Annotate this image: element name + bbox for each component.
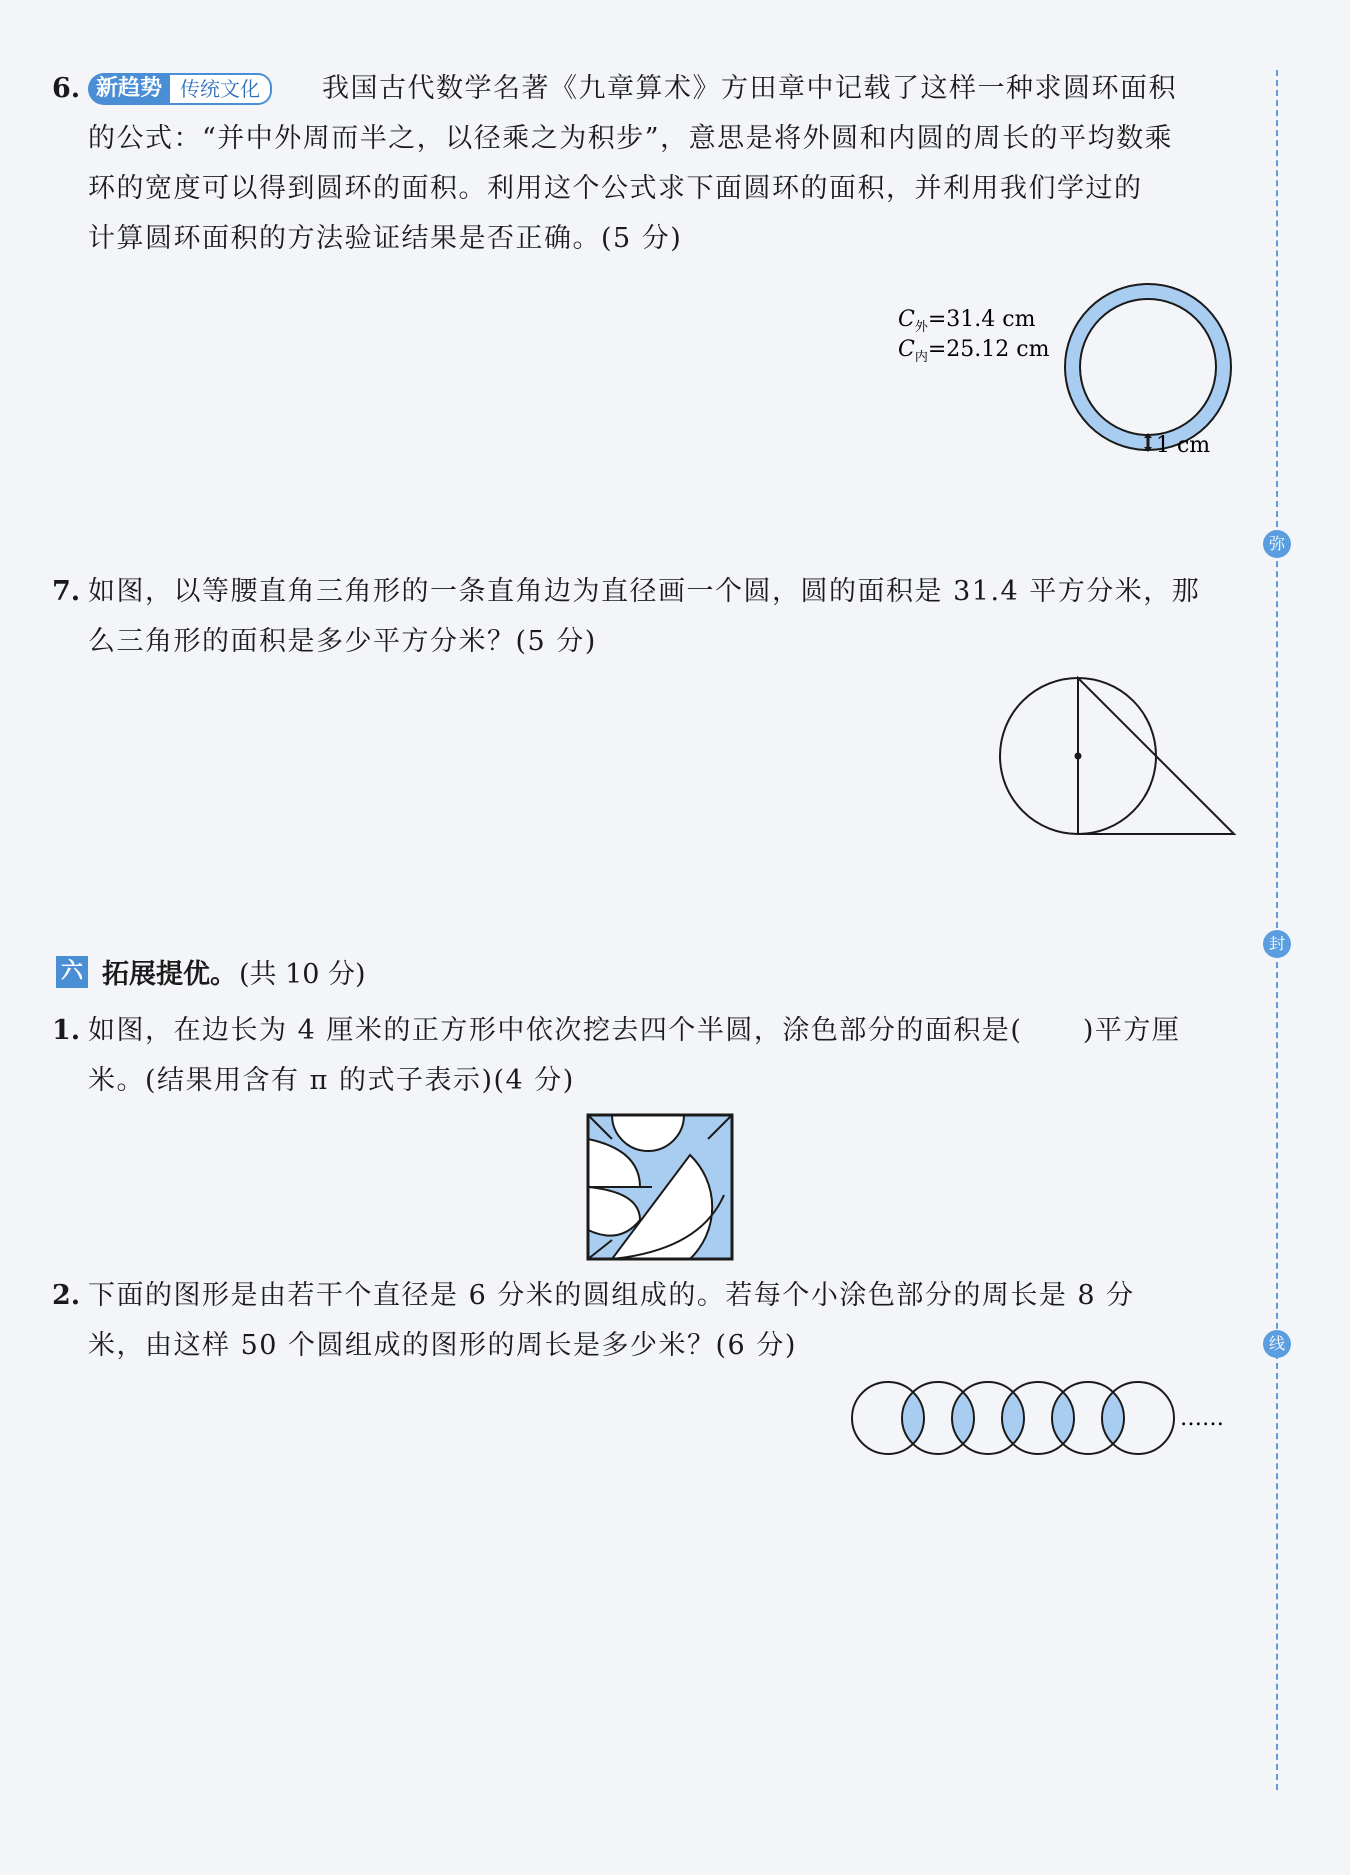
- seal-mark-1: 弥: [1263, 530, 1291, 558]
- question-6-line-2: 的公式：“并中外周而半之，以径乘之为积步”，意思是将外圆和内圆的周长的平均数乘: [88, 123, 1174, 154]
- seal-mark-3: 线: [1263, 1330, 1291, 1358]
- question-7-line-1: 如图，以等腰直角三角形的一条直角边为直径画一个圆，圆的面积是 31.4 平方分米，那: [88, 576, 1201, 607]
- c-inner-label: $C_内=25.12$ cm: [898, 337, 1050, 365]
- section-question-1-number: 1.: [52, 1015, 81, 1046]
- question-7-line-2: 么三角形的面积是多少平方分米？(5 分): [88, 626, 597, 657]
- section-title: 拓展提优。: [102, 959, 237, 990]
- section-question-1-line-1: 如图，在边长为 4 厘米的正方形中依次挖去四个半圆，涂色部分的面积是( )平方厘: [88, 1015, 1181, 1046]
- question-7-number: 7.: [52, 576, 81, 607]
- section-question-1-line-2: 米。(结果用含有 π 的式子表示)(4 分): [88, 1065, 575, 1096]
- ring-width-label: 1 cm: [1156, 433, 1211, 458]
- question-6-line-4: 计算圆环面积的方法验证结果是否正确。(5 分): [88, 223, 683, 254]
- section-question-2-line-1: 下面的图形是由若干个直径是 6 分米的圆组成的。若每个小涂色部分的周长是 8 分: [88, 1280, 1135, 1311]
- section-number: 六: [56, 956, 88, 988]
- section-question-2-number: 2.: [52, 1280, 81, 1311]
- c-outer-label: $C_外=31.4$ cm: [898, 307, 1036, 335]
- seal-mark-2: 封: [1263, 930, 1291, 958]
- badge-main: 新趋势: [88, 73, 170, 105]
- chain-ellipsis: ……: [1180, 1406, 1224, 1431]
- section-question-2-line-2: 米，由这样 50 个圆组成的图形的周长是多少米？(6 分): [88, 1330, 797, 1361]
- question-6-line-3: 环的宽度可以得到圆环的面积。利用这个公式求下面圆环的面积，并利用我们学过的: [88, 173, 1143, 204]
- question-6-number: 6.: [52, 73, 81, 104]
- section-score: (共 10 分): [239, 959, 366, 990]
- badge-sub: 传统文化: [170, 73, 272, 105]
- question-6-line-1: 我国古代数学名著《九章算术》方田章中记载了这样一种求圆环面积: [322, 73, 1177, 104]
